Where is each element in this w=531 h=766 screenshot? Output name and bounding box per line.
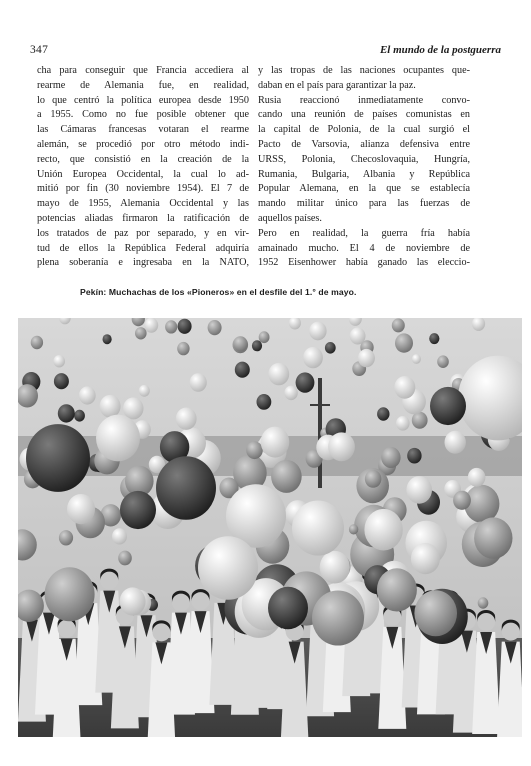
large-balloon: [430, 387, 466, 425]
balloon: [123, 397, 143, 419]
large-balloon: [198, 536, 258, 600]
balloon: [364, 509, 402, 551]
text-line: plena soberanía e ingresaba en la NATO,: [37, 257, 249, 269]
balloon: [208, 320, 222, 335]
balloon: [395, 333, 413, 352]
text-line: Rusia reaccionó inmediatamente convo-: [258, 94, 470, 106]
balloon: [284, 386, 297, 401]
balloon: [233, 336, 247, 351]
text-column-right: [258, 64, 470, 271]
balloon: [309, 322, 326, 341]
text-line: aquellos países.: [258, 212, 322, 224]
text-line: mando militar único para las fuerzas de: [258, 198, 470, 210]
running-title: El mundo de la postguerra: [379, 44, 501, 56]
text-line: daban en el país para garantizar la paz.: [258, 79, 416, 91]
text-line: las Cámaras francesas votaran el rearme: [37, 124, 249, 136]
balloon: [261, 427, 290, 458]
balloon: [474, 517, 512, 558]
large-balloon: [156, 456, 216, 520]
balloon: [144, 318, 158, 333]
balloon: [350, 328, 366, 345]
large-balloon: [120, 491, 156, 529]
text-line: tud de ellos la República Federal adquiría: [37, 242, 249, 254]
balloon: [453, 491, 471, 510]
text-line: potencias aliadas firmaron la ratificación de: [37, 212, 249, 224]
balloon: [396, 416, 410, 431]
text-line: la capital de Polonia, de la cual surgió el: [258, 124, 470, 136]
text-line: Pacto de Varsovia, alianza defensiva entre: [258, 138, 470, 150]
balloon: [412, 354, 421, 364]
text-line: lo que centró la política europea desde 1950: [37, 94, 249, 106]
utility-pole-crossbar: [310, 404, 330, 406]
balloon: [320, 551, 350, 584]
balloon: [381, 447, 400, 468]
balloon: [303, 347, 323, 368]
balloon: [407, 448, 421, 464]
balloon: [79, 386, 96, 404]
balloon: [235, 362, 250, 378]
text-line: mitió por fin (30 noviembre 1954). El 7 de: [37, 183, 249, 195]
text-line: rearme de Alemania fue, en realidad,: [37, 79, 249, 91]
text-column-left: [37, 64, 249, 271]
balloon: [58, 404, 75, 422]
balloon: [190, 373, 207, 392]
balloon: [437, 355, 449, 368]
balloon: [394, 376, 415, 399]
figure-caption: Pekín: Muchachas de los «Pioneros» en el desfile del 1.° de mayo.: [80, 287, 357, 297]
balloon: [112, 528, 127, 544]
text-line: cando una reunión de países comunistas en: [258, 109, 470, 121]
balloon: [67, 494, 95, 524]
text-line: y las tropas de las naciones ocupantes que-: [258, 65, 470, 76]
balloon: [100, 395, 121, 418]
balloon: [445, 431, 466, 454]
balloon: [478, 597, 489, 608]
text-line: Unión Europea Occidental, la cual lo ad-: [37, 168, 249, 180]
large-balloon: [96, 415, 140, 462]
balloon: [139, 385, 150, 397]
balloon: [246, 441, 263, 459]
balloon: [468, 468, 486, 487]
balloon: [411, 543, 440, 574]
text-line: cha para conseguir que Francia accediera al: [37, 65, 249, 76]
balloon: [358, 349, 375, 367]
balloon: [392, 318, 405, 332]
balloon: [53, 355, 65, 367]
balloon: [59, 530, 73, 545]
balloon: [135, 327, 147, 339]
balloon: [74, 410, 85, 422]
balloon: [176, 408, 197, 430]
balloon: [120, 587, 146, 615]
text-line: Rumania, Bulgaria, Albania y República: [258, 168, 470, 180]
balloon: [54, 373, 69, 389]
text-line: Popular Alemana, en la que se establecía: [258, 183, 470, 195]
balloon: [257, 394, 272, 410]
balloon: [259, 331, 270, 343]
balloon: [377, 407, 389, 420]
page-header: [30, 44, 501, 60]
large-balloon: [26, 424, 90, 492]
balloon: [406, 476, 432, 504]
balloon: [103, 334, 112, 344]
balloon: [429, 333, 439, 344]
text-line: los tratados de paz por separado, y en vir-: [37, 227, 249, 239]
balloon: [271, 460, 302, 493]
balloon: [118, 551, 132, 566]
balloon: [325, 342, 336, 354]
text-line: mayo de 1955, Alemania Occidental y las: [37, 198, 249, 210]
large-balloon: [312, 590, 364, 645]
balloon: [268, 363, 289, 385]
balloon-parade-illustration: [18, 318, 522, 737]
balloon: [377, 568, 417, 611]
text-line: amainado mucho. El 4 de noviembre de: [258, 242, 470, 254]
balloon: [31, 336, 43, 349]
page-number: 347: [30, 44, 49, 56]
balloon: [414, 590, 457, 636]
large-balloon: [268, 587, 308, 629]
balloon: [45, 567, 95, 621]
large-balloon: [292, 500, 344, 555]
text-line: Pero en realidad, la guerra fría había: [258, 227, 470, 239]
balloon: [177, 342, 189, 355]
text-line: a 1955. Como no fue posible obtener que: [37, 109, 249, 121]
balloon: [165, 320, 177, 333]
balloon: [365, 470, 382, 488]
text-line: alemán, se procedió por otro método indi-: [37, 138, 249, 150]
balloon: [178, 319, 192, 334]
parade-photograph: [18, 318, 522, 737]
text-line: URSS, Polonia, Checoslovaquia, Hungría,: [258, 153, 470, 165]
balloon: [349, 524, 358, 534]
balloon: [328, 432, 355, 461]
text-line: recto, que consistió en la creación de la: [37, 153, 249, 165]
text-line: 1952 Eisenhower había ganado las eleccio-: [258, 257, 470, 269]
balloon: [252, 340, 262, 351]
balloon: [296, 372, 315, 392]
